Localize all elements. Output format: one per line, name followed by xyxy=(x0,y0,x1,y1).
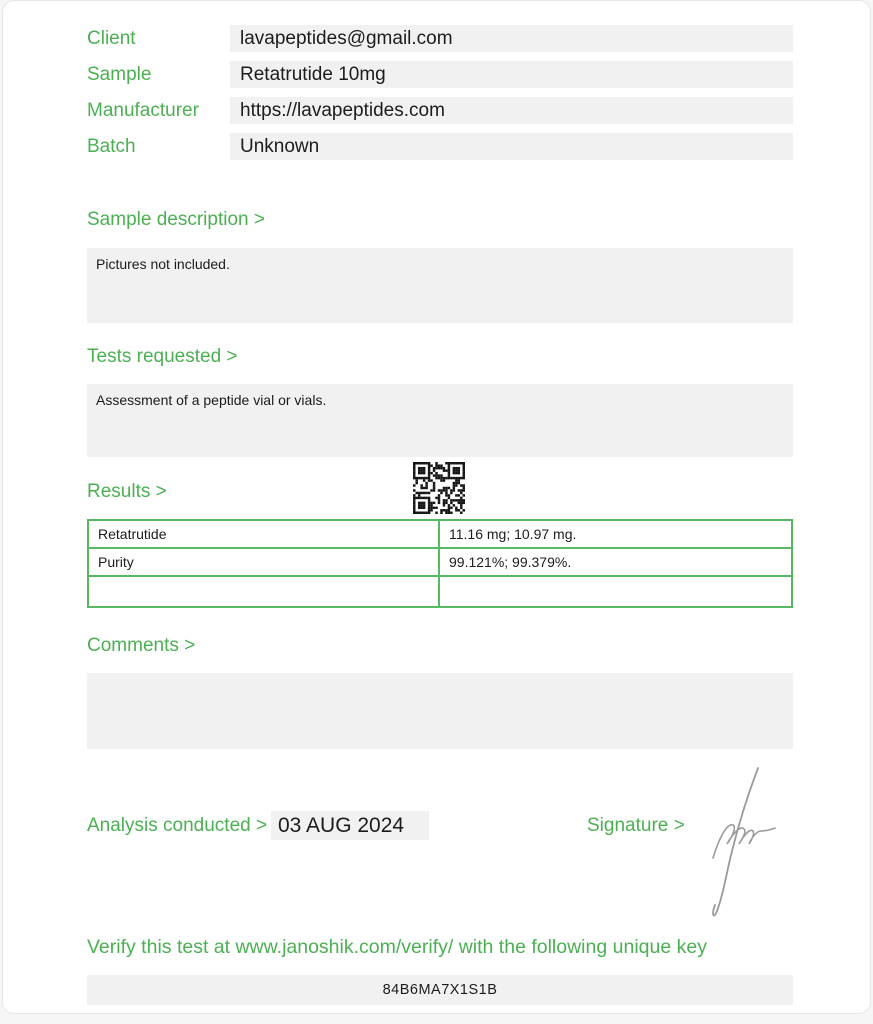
tests-requested-heading: Tests requested > xyxy=(87,346,238,367)
results-heading: Results > xyxy=(87,481,167,502)
result-name xyxy=(88,576,439,607)
analysis-conducted-label: Analysis conducted > xyxy=(87,815,268,836)
result-value: 11.16 mg; 10.97 mg. xyxy=(439,520,792,548)
sample-label: Sample xyxy=(87,64,152,85)
manufacturer-value: https://lavapeptides.com xyxy=(230,97,793,124)
table-row xyxy=(88,520,792,548)
result-value xyxy=(439,576,792,607)
manufacturer-label: Manufacturer xyxy=(87,100,199,121)
certificate-card xyxy=(2,0,871,1014)
results-table xyxy=(87,519,793,608)
client-label: Client xyxy=(87,28,136,49)
result-value: 99.121%; 99.379%. xyxy=(439,548,792,576)
table-row xyxy=(88,548,792,576)
sample-description-heading: Sample description > xyxy=(87,209,265,230)
client-value: lavapeptides@gmail.com xyxy=(230,25,793,52)
analysis-date: 03 AUG 2024 xyxy=(271,811,429,840)
verify-instruction: Verify this test at www.janoshik.com/verify/ with the following unique key xyxy=(87,936,707,958)
table-row xyxy=(88,576,792,607)
tests-requested-box: Assessment of a peptide vial or vials. xyxy=(87,384,793,457)
signature-icon xyxy=(696,765,780,923)
comments-box xyxy=(87,673,793,749)
result-name: Purity xyxy=(88,548,439,576)
signature-label: Signature > xyxy=(587,815,685,836)
result-name: Retatrutide xyxy=(88,520,439,548)
verify-key: 84B6MA7X1S1B xyxy=(87,975,793,1005)
qr-code-icon xyxy=(413,462,465,514)
comments-heading: Comments > xyxy=(87,635,196,656)
batch-value: Unknown xyxy=(230,133,793,160)
sample-description-box: Pictures not included. xyxy=(87,248,793,323)
sample-value: Retatrutide 10mg xyxy=(230,61,793,88)
batch-label: Batch xyxy=(87,136,136,157)
